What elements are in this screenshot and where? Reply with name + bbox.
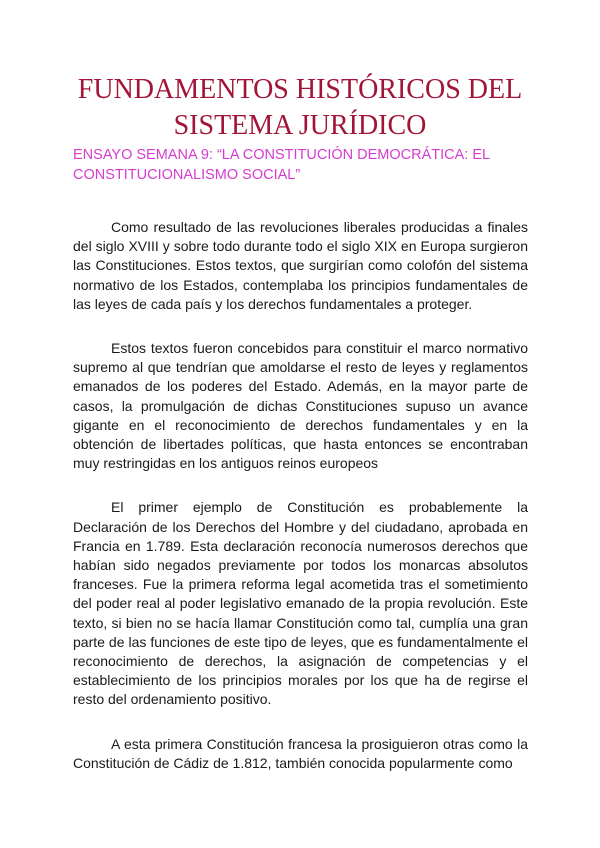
document-title: FUNDAMENTOS HISTÓRICOS DEL SISTEMA JURÍDICO xyxy=(77,74,523,141)
document-subtitle: ENSAYO SEMANA 9: “LA CONSTITUCIÓN DEMOCRÁTICA: EL CONSTITUCIONALISMO SOCIAL” xyxy=(73,147,490,183)
document-body xyxy=(73,218,528,798)
paragraph-4: A esta primera Constitución francesa la prosiguieron otras como la Constitución de Cádiz de 1.812, también conocida popularmente como xyxy=(73,735,528,771)
paragraph-3: El primer ejemplo de Constitución es probablemente la Declaración de los Derechos del Hombre y del ciudadano, aprobada en Francia en 1.789. Esta declaración reconocía numerosos derechos que habían sido negados previamente por todos los monarcas absolutos franceses. Fue la primera reforma legal acometida tras el sometimiento del poder real al poder legislativo emanado de la propia revolución. Este texto, si bien no se hacía llamar Constitución como tal, cumplía una gran parte de las funciones de este tipo de leyes, que es fundamentalmente el reconocimiento de derechos, la asignación de competencias y el establecimiento de los principios morales por los que ha de regirse el resto del ordenamiento positivo. xyxy=(73,499,528,708)
paragraph-2: Estos textos fueron concebidos para constituir el marco normativo supremo al que tendrían que amoldarse el resto de leyes y reglamentos emanados de los poderes del Estado. Además, en la mayor parte de casos, la promulgación de dichas Constituciones supuso un avance gigante en el reconocimiento de derechos fundamentales y en la obtención de libertades políticas, que hasta entonces se encontraban muy restringidas en los antiguos reinos europeos xyxy=(73,340,528,472)
paragraph-1: Como resultado de las revoluciones liberales producidas a finales del siglo XVIII y sobre todo durante todo el siglo XIX en Europa surgieron las Constituciones. Estos textos, que surgirían como colofón del sistema normativo de los Estados, contemplaba los principios fundamentales de las leyes de cada país y los derechos fundamentales a proteger. xyxy=(73,219,528,312)
